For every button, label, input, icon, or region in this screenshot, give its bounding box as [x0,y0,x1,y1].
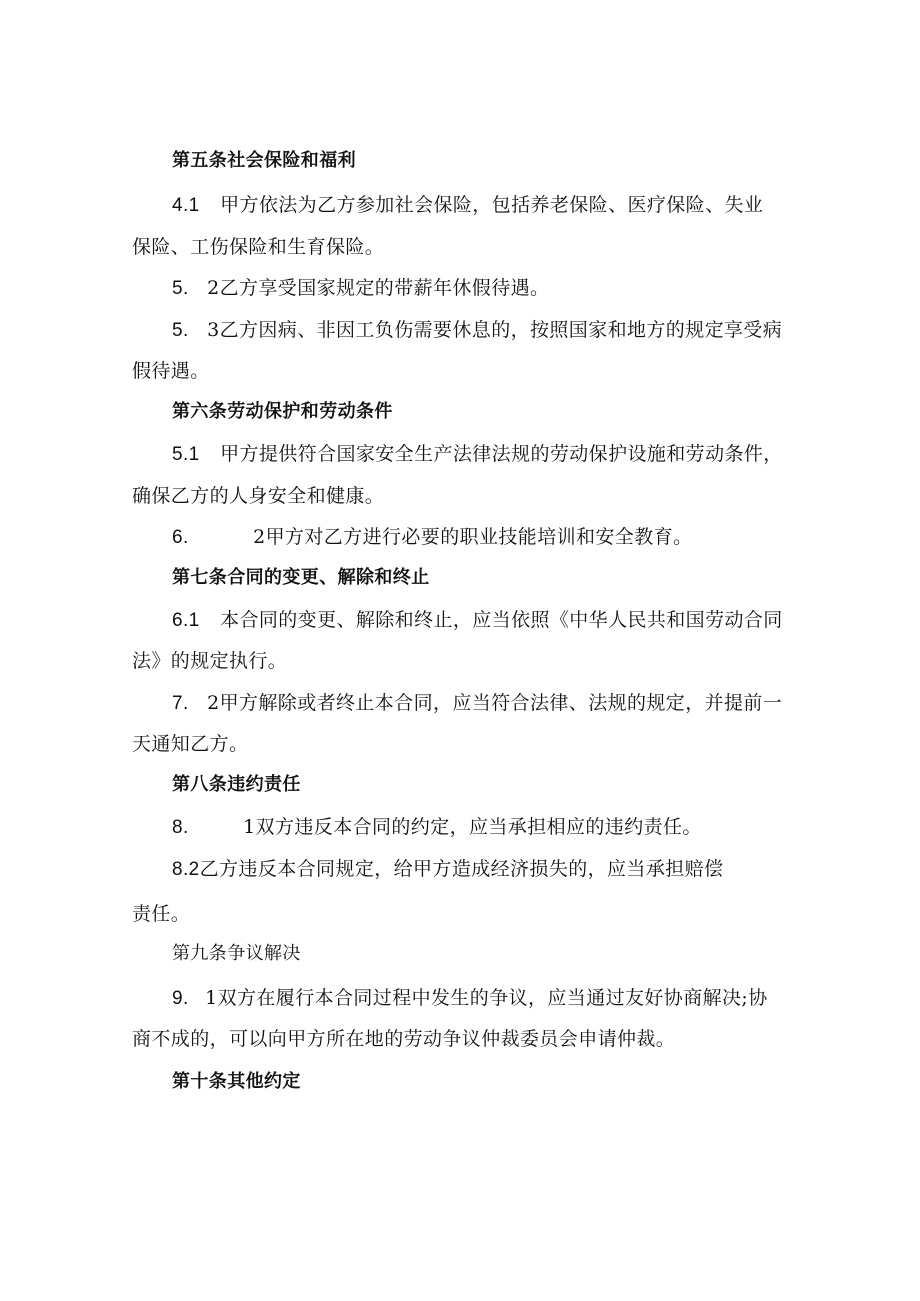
clause-line [172,608,783,633]
clause-text: 2甲方对乙方进行必要的职业技能培训和安全教育。 [253,526,693,548]
clause-text-continuation: 假待遇。 [132,360,210,382]
clause-number: 6.1 [172,610,200,631]
clause-text: 1双方违反本合同的约定，应当承担相应的违约责任。 [243,816,702,838]
clause-line [172,276,549,301]
clause-text-continuation: 确保乙方的人身安全和健康。 [132,485,385,507]
clause-text-continuation: 保险、工伤保险和生育保险。 [132,236,385,258]
section-heading: 第五条社会保险和福利 [172,150,356,171]
clause-text: 1双方在履行本合同过程中发生的争议，应当通过友好协商解决;协 [205,987,768,1009]
clause-line [172,857,723,882]
clause-line [172,318,782,343]
clause-text-continuation: 天通知乙方。 [132,733,249,755]
clause-number: 5. [172,320,189,341]
clause-line [172,525,692,550]
clause-text: 2甲方解除或者终止本合同，应当符合法律、法规的规定，并提前一 [207,692,783,714]
clause-number: 4.1 [172,195,200,216]
clause-line [172,815,702,840]
clause-text: 本合同的变更、解除和终止，应当依照《中华人民共和国劳动合同 [220,609,783,631]
clause-text: 乙方违反本合同规定，给甲方造成经济损失的，应当承担赔偿 [199,858,724,880]
clause-line [172,986,768,1011]
clause-number: 8.2 [172,859,200,880]
clause-number: 6. [172,527,189,548]
clause-text: 甲方依法为乙方参加社会保险，包括养老保险、医疗保险、失业 [220,194,764,216]
clause-line [172,193,763,218]
clause-text: 3乙方因病、非因工负伤需要休息的，按照国家和地方的规定享受病 [207,319,783,341]
clause-text: 2乙方享受国家规定的带薪年休假待遇。 [207,277,550,299]
clause-number: 9. [172,988,189,1009]
clause-text-continuation: 商不成的，可以向甲方所在地的劳动争议仲裁委员会申请仲裁。 [132,1028,676,1050]
section-heading: 第十条其他约定 [172,1071,301,1092]
section-heading: 第八条违约责任 [172,774,301,795]
clause-number: 7. [172,693,189,714]
clause-number: 5. [172,278,189,299]
clause-line [172,442,783,467]
section-heading: 第六条劳动保护和劳动条件 [172,401,393,422]
section-heading: 第九条争议解决 [172,943,301,964]
clause-text-continuation: 责任。 [132,903,191,925]
clause-number: 8. [172,817,189,838]
section-heading: 第七条合同的变更、解除和终止 [172,567,430,588]
clause-number: 5.1 [172,444,200,465]
clause-text-continuation: 法》的规定执行。 [132,650,288,672]
clause-text: 甲方提供符合国家安全生产法律法规的劳动保护设施和劳动条件， [220,443,783,465]
clause-line [172,691,782,716]
